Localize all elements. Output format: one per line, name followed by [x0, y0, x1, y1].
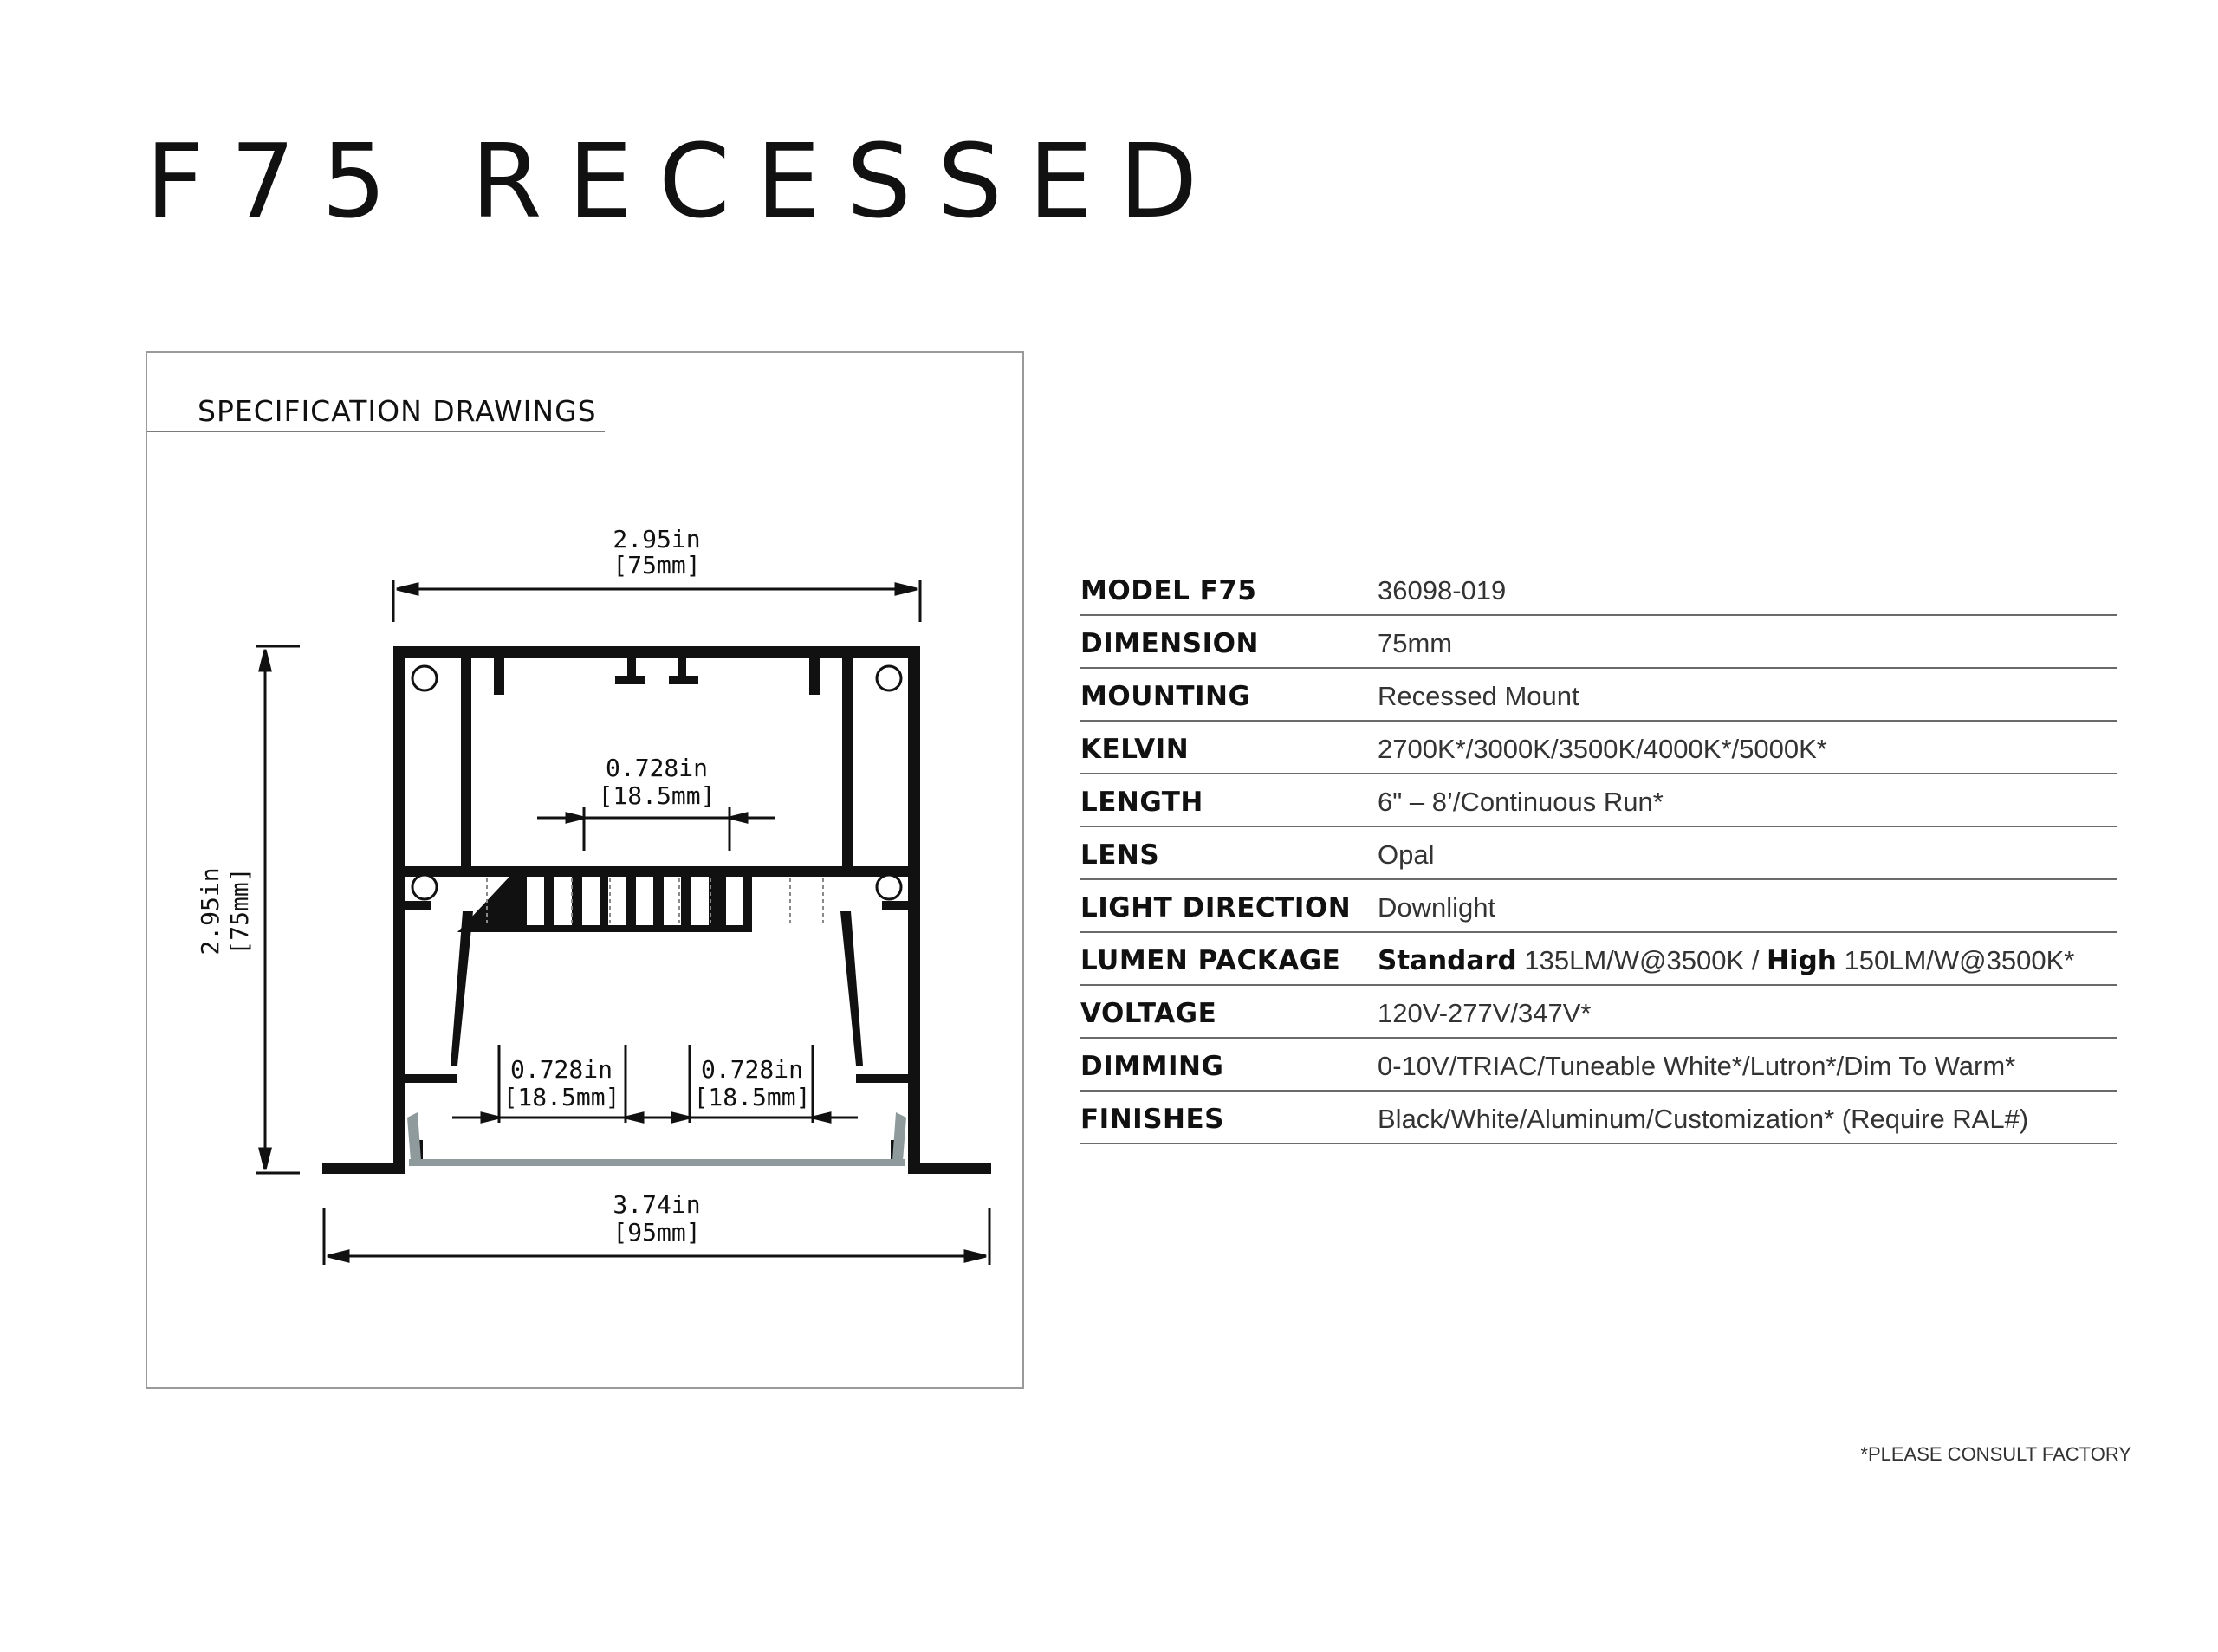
spec-row-light-direction: [1080, 880, 2117, 933]
page-title: F75 RECESSED: [146, 121, 1224, 241]
spec-value: 36098-019: [1378, 574, 1507, 606]
extrusion-profile: [322, 646, 991, 1174]
spec-key: LIGHT DIRECTION: [1080, 891, 1352, 923]
lower-right-mm-label: [18.5mm]: [693, 1083, 811, 1111]
high-label: High: [1767, 944, 1837, 976]
spec-row-voltage: [1080, 986, 2117, 1039]
spec-key: LUMEN PACKAGE: [1080, 944, 1341, 976]
lower-left-in-label: 0.728in: [509, 1055, 613, 1084]
spec-row-dimension: [1080, 616, 2117, 669]
lower-right-in-label: 0.728in: [700, 1055, 804, 1084]
spec-value: Downlight: [1378, 891, 1496, 923]
spec-key: FINISHES: [1080, 1103, 1224, 1135]
spec-row-model: [1080, 563, 2117, 616]
spec-row-dimming: [1080, 1039, 2117, 1092]
spec-value: Black/White/Aluminum/Customization* (Require RAL#): [1378, 1103, 2029, 1134]
spec-value: Opal: [1378, 839, 1435, 870]
inner-width-in-label: 0.728in: [605, 754, 709, 782]
height-dimension: [256, 646, 300, 1173]
top-width-dimension: [393, 580, 920, 622]
spec-key: KELVIN: [1080, 733, 1190, 765]
separator: /: [1751, 944, 1760, 975]
spec-key: DIMENSION: [1080, 627, 1259, 659]
spec-row-length: [1080, 774, 2117, 827]
spec-value: 75mm: [1378, 627, 1453, 658]
footnote: *PLEASE CONSULT FACTORY: [1860, 1443, 2131, 1465]
spec-key: MODEL F75: [1080, 574, 1257, 606]
bottom-width-in-label: 3.74in: [613, 1190, 701, 1219]
bottom-width-mm-label: [95mm]: [613, 1218, 701, 1247]
spec-row-lumen-package: [1080, 933, 2117, 986]
inner-width-mm-label: [18.5mm]: [598, 781, 716, 810]
height-in-label: 2.95in: [196, 867, 224, 956]
spec-value: Recessed Mount: [1378, 680, 1579, 711]
top-width-mm-label: [75mm]: [613, 551, 701, 580]
spec-key: MOUNTING: [1080, 680, 1251, 712]
spec-row-kelvin: [1080, 722, 2117, 774]
spec-key: VOLTAGE: [1080, 997, 1217, 1029]
spec-key: LENGTH: [1080, 786, 1203, 818]
spec-value: 120V-277V/347V*: [1378, 997, 1592, 1028]
standard-label: Standard: [1378, 944, 1517, 976]
spec-row-mounting: [1080, 669, 2117, 722]
spec-value: 0-10V/TRIAC/Tuneable White*/Lutron*/Dim To Warm*: [1378, 1050, 2016, 1081]
top-width-in-label: 2.95in: [613, 525, 701, 554]
high-value: 150LM/W@3500K*: [1844, 944, 2075, 975]
lower-left-mm-label: [18.5mm]: [503, 1083, 620, 1111]
spec-key: DIMMING: [1080, 1050, 1224, 1082]
spec-table: [1080, 563, 2117, 1144]
spec-key: LENS: [1080, 839, 1160, 871]
spec-row-finishes: [1080, 1092, 2117, 1144]
height-mm-label: [75mm]: [225, 867, 254, 956]
spec-value: 2700K*/3000K/3500K/4000K*/5000K*: [1378, 733, 1827, 764]
spec-row-lens: [1080, 827, 2117, 880]
inner-width-dimension: [537, 807, 775, 851]
spec-drawings-heading: SPECIFICATION DRAWINGS: [198, 394, 597, 428]
spec-value: [1378, 945, 2074, 976]
spec-value: 6" – 8’/Continuous Run*: [1378, 786, 1664, 817]
standard-value: 135LM/W@3500K: [1524, 944, 1745, 975]
